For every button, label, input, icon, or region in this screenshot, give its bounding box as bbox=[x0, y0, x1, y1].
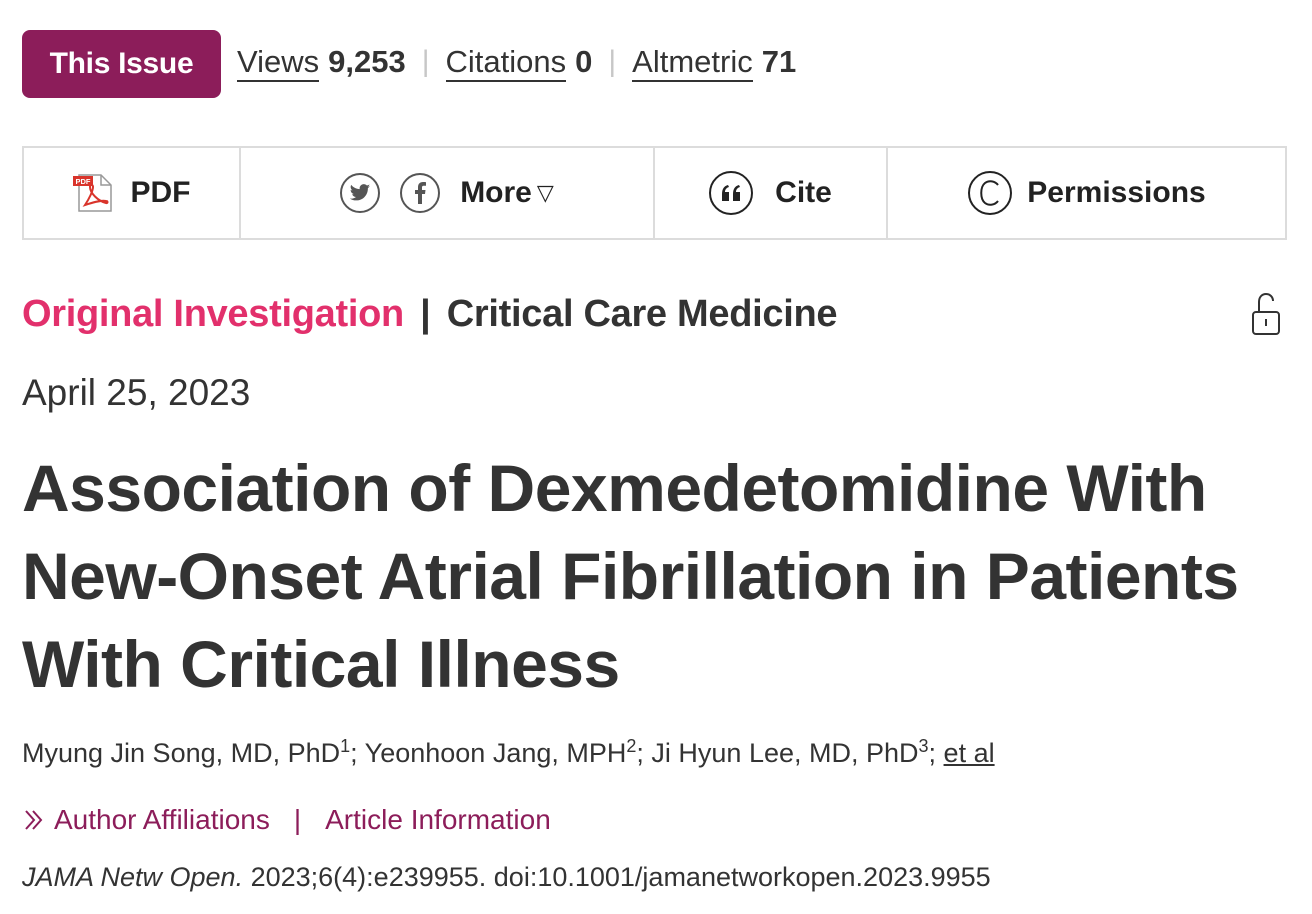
author-affiliation-number: 1 bbox=[340, 736, 351, 756]
cite-button[interactable] bbox=[709, 171, 832, 215]
permissions-cell bbox=[888, 148, 1285, 238]
quote-icon bbox=[709, 171, 753, 215]
article-information-link[interactable]: Article Information bbox=[325, 804, 551, 835]
citation-details: 2023;6(4):e239955. doi:10.1001/jamanetworkopen.2023.9955 bbox=[250, 862, 991, 892]
svg-text:PDF: PDF bbox=[75, 177, 90, 186]
chevron-down-icon: ▽ bbox=[536, 180, 554, 205]
views-label[interactable]: Views bbox=[237, 46, 319, 83]
more-label: More bbox=[460, 176, 532, 209]
pdf-label: PDF bbox=[130, 176, 191, 209]
views-metric[interactable] bbox=[237, 44, 406, 84]
journal-abbreviation: JAMA Netw Open. bbox=[22, 862, 244, 892]
article-info-links bbox=[22, 804, 551, 836]
article-subject[interactable]: Critical Care Medicine bbox=[446, 293, 838, 335]
author-name[interactable]: Myung Jin Song, MD, PhD bbox=[22, 738, 341, 768]
pdf-cell bbox=[24, 148, 241, 238]
et-al-link[interactable]: et al bbox=[943, 738, 995, 768]
category-separator: | bbox=[420, 293, 431, 335]
altmetric-label[interactable]: Altmetric bbox=[632, 46, 753, 83]
article-toolbar bbox=[22, 146, 1287, 240]
publication-date: April 25, 2023 bbox=[22, 372, 251, 413]
altmetric-value: 71 bbox=[761, 44, 797, 79]
facebook-icon[interactable] bbox=[400, 173, 440, 213]
author-affiliation-number: 3 bbox=[918, 736, 929, 756]
double-chevron-right-icon bbox=[22, 807, 48, 833]
metrics-bar bbox=[22, 30, 796, 98]
metric-separator: | bbox=[421, 45, 430, 78]
author-affiliation-number: 2 bbox=[626, 736, 637, 756]
views-value: 9,253 bbox=[328, 44, 406, 79]
article-type[interactable]: Original Investigation bbox=[22, 293, 404, 335]
citations-metric[interactable] bbox=[446, 44, 593, 84]
twitter-icon[interactable] bbox=[340, 173, 380, 213]
citations-label[interactable]: Citations bbox=[446, 46, 567, 83]
cite-cell bbox=[655, 148, 888, 238]
permissions-label: Permissions bbox=[1027, 176, 1206, 209]
cite-label: Cite bbox=[775, 176, 832, 209]
metric-separator: | bbox=[608, 45, 617, 78]
more-share-button[interactable] bbox=[460, 176, 554, 210]
copyright-icon bbox=[967, 170, 1013, 216]
article-title: Association of Dexmedetomidine With New-Onset Atrial Fibrillation in Patients With Critical Illness bbox=[22, 451, 1239, 701]
citations-value: 0 bbox=[575, 44, 593, 79]
pdf-icon bbox=[73, 173, 117, 213]
article-category bbox=[22, 293, 837, 336]
pdf-button[interactable] bbox=[73, 173, 191, 213]
altmetric-metric[interactable] bbox=[632, 44, 796, 84]
share-cell bbox=[241, 148, 655, 238]
link-separator: | bbox=[293, 804, 302, 835]
citation-line bbox=[22, 862, 991, 893]
open-access-lock-icon bbox=[1251, 292, 1281, 336]
permissions-button[interactable] bbox=[967, 170, 1205, 216]
author-name[interactable]: Ji Hyun Lee, MD, PhD bbox=[651, 738, 919, 768]
author-list: Myung Jin Song, MD, PhD$^1$; Yeonhoon Jang, MPH$^2$; Ji Hyun Lee, MD, PhD$^3$; et al bbox=[22, 736, 995, 768]
this-issue-button[interactable]: This Issue bbox=[22, 30, 221, 98]
author-name[interactable]: Yeonhoon Jang, MPH bbox=[364, 738, 627, 768]
author-affiliations-link[interactable]: Author Affiliations bbox=[54, 804, 270, 835]
